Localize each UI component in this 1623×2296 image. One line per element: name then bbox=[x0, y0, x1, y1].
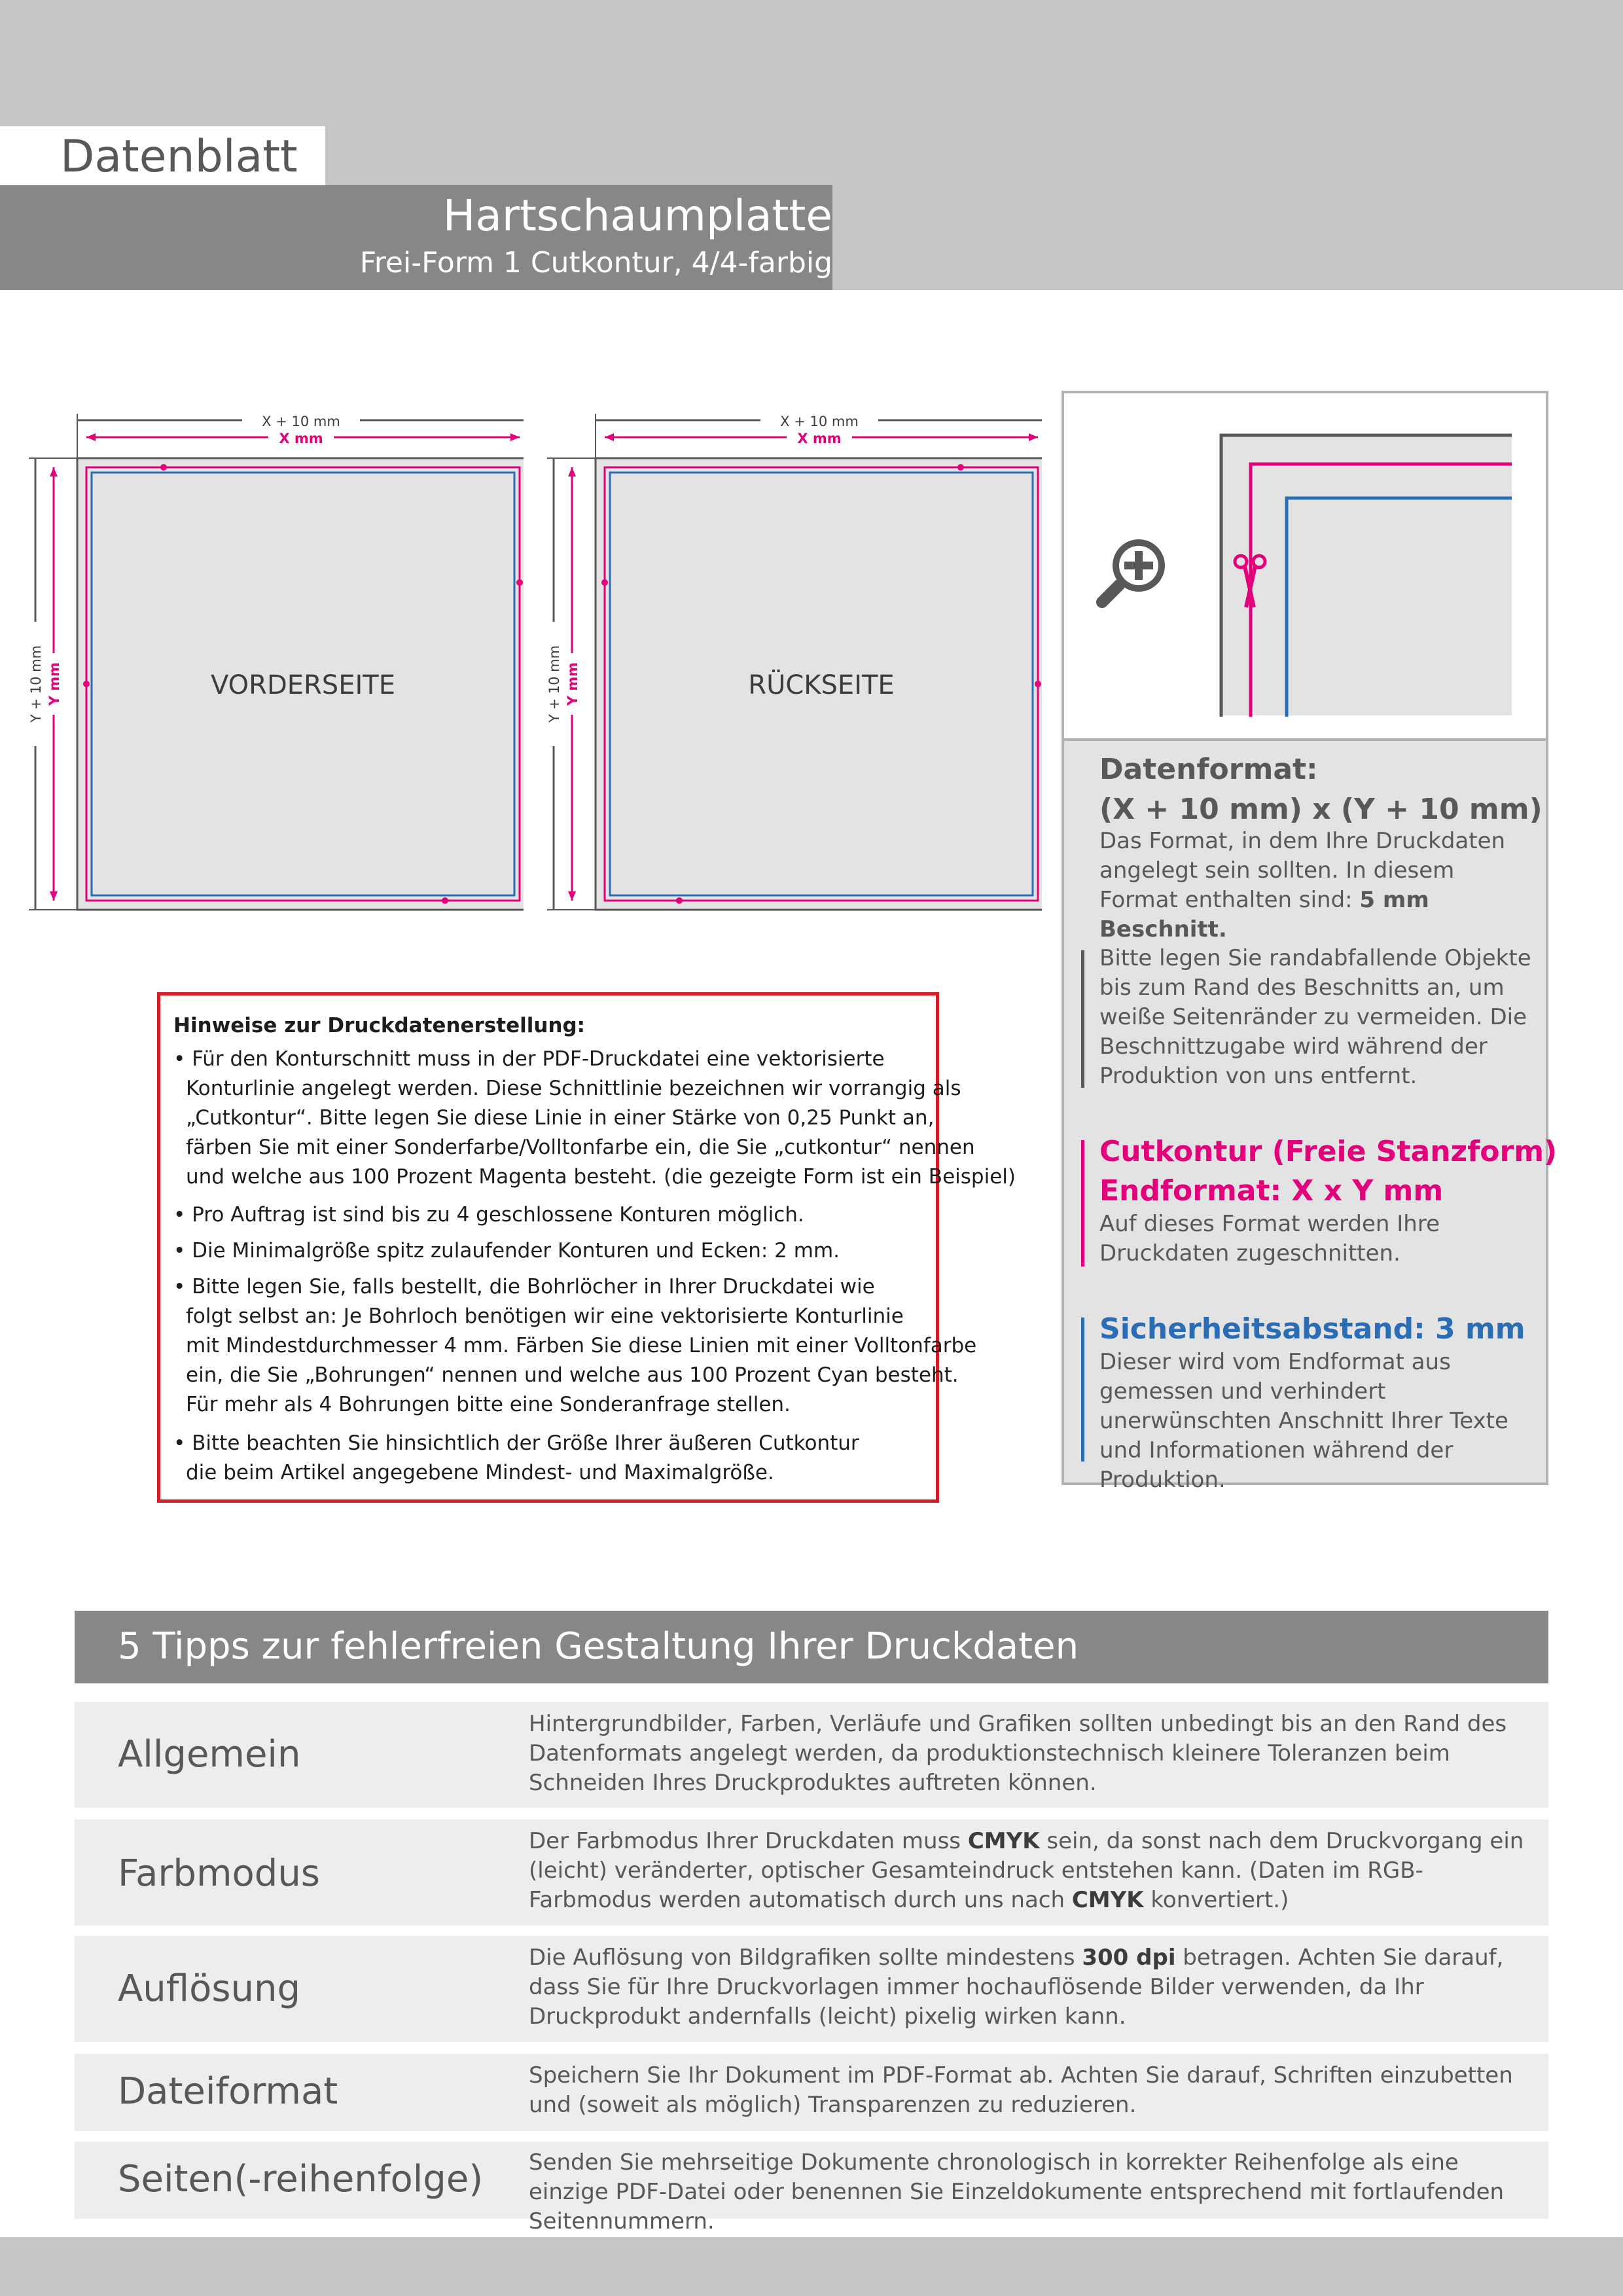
dim-y-inner bbox=[564, 467, 581, 901]
product-subtitle: Frei-Form 1 Cutkontur, 4/4-farbig bbox=[359, 246, 832, 279]
dim-x-inner bbox=[605, 429, 1038, 446]
tip-text-part: betragen. Achten Sie darauf, dass Sie für Ihre Druckvorlagen immer hochauflösende Bilder verwenden, da Ihr Druckprodukt andernfalls (leicht) pixelig wirken kann. bbox=[529, 1945, 1504, 2030]
back-side-diagram bbox=[544, 406, 1042, 942]
note-line: folgt selbst an: Je Bohrloch benötigen wir eine vektorisierte Konturlinie bbox=[186, 1304, 904, 1328]
tip-text-bold: 300 dpi bbox=[1082, 1945, 1176, 1971]
note-min-size bbox=[173, 1236, 926, 1266]
dim-y-inner-label: Y mm bbox=[46, 662, 62, 706]
datenformat-title: Datenformat: bbox=[1099, 753, 1318, 786]
footer-band bbox=[0, 2237, 1623, 2296]
print-notes-title: Hinweise zur Druckdatenerstellung: bbox=[173, 1014, 586, 1037]
dim-x-inner-label: X mm bbox=[797, 431, 842, 446]
note-contour bbox=[173, 1045, 1016, 1192]
note-line: „Cutkontur“. Bitte legen Sie diese Linie in einer Stärke von 0,25 Punkt an, bbox=[186, 1106, 935, 1130]
note-line: die beim Artikel angegebene Mindest- und Maximalgröße. bbox=[186, 1461, 774, 1484]
dim-x-inner bbox=[86, 429, 520, 446]
dim-y-inner bbox=[46, 467, 63, 901]
tip-text-part: Der Farbmodus Ihrer Druckdaten muss bbox=[529, 1828, 968, 1854]
tip-label-seiten: Seiten(-reihenfolge) bbox=[118, 2158, 484, 2200]
tip-text-bold: CMYK bbox=[967, 1828, 1040, 1854]
datenformat-size: (X + 10 mm) x (Y + 10 mm) bbox=[1099, 793, 1543, 826]
note-drill-holes bbox=[173, 1272, 977, 1420]
note-line: ein, die Sie „Bohrungen“ nennen und welche aus 100 Prozent Cyan besteht. bbox=[186, 1363, 959, 1387]
tip-label-aufloesung: Auflösung bbox=[118, 1967, 301, 2010]
dim-x-inner-label: X mm bbox=[279, 431, 323, 446]
note-line: Für mehr als 4 Bohrungen bitte eine Sonderanfrage stellen. bbox=[186, 1393, 791, 1416]
note-line: Konturlinie angelegt werden. Diese Schnittlinie bezeichnen wir vorrangig als bbox=[186, 1077, 961, 1100]
safety-title: Sicherheitsabstand: 3 mm bbox=[1099, 1312, 1525, 1346]
note-size-limits bbox=[173, 1429, 926, 1488]
tips-title: 5 Tipps zur fehlerfreien Gestaltung Ihrer Druckdaten bbox=[118, 1625, 1079, 1668]
note-line: mit Mindestdurchmesser 4 mm. Färben Sie diese Linien mit einer Volltonfarbe bbox=[186, 1334, 977, 1357]
front-side-label: VORDERSEITE bbox=[211, 670, 395, 700]
scissors-icon bbox=[1232, 548, 1268, 614]
tip-text-allgemein: Hintergrundbilder, Farben, Verläufe und Grafiken sollten unbedingt bis an den Rand des Datenformats angelegt werden, da produktionstechnisch kleinere Toleranzen beim Schneiden Ihres Druckproduktes auftreten können. bbox=[529, 1711, 1507, 1796]
tip-text-part: konvertiert.) bbox=[1143, 1887, 1289, 1913]
note-line: • Pro Auftrag ist sind bis zu 4 geschlossene Konturen möglich. bbox=[173, 1203, 804, 1227]
datenformat-text-bold: 5 mm Beschnitt. bbox=[1099, 887, 1429, 942]
note-line: • Bitte legen Sie, falls bestellt, die Bohrlöcher in Ihrer Druckdatei wie bbox=[173, 1275, 875, 1299]
note-line: und welche aus 100 Prozent Magenta besteht. (die gezeigte Form ist ein Beispiel) bbox=[186, 1165, 1016, 1189]
product-name: Hartschaumplatte bbox=[442, 190, 832, 241]
note-contour-count bbox=[173, 1200, 926, 1230]
endformat-title: Endformat: X x Y mm bbox=[1099, 1174, 1444, 1208]
dim-y-outer-label: Y + 10 mm bbox=[28, 645, 44, 723]
tip-text-bold: CMYK bbox=[1071, 1887, 1144, 1913]
cut-contour-title: Cutkontur (Freie Stanzform) bbox=[1099, 1135, 1558, 1168]
dim-y-inner-label: Y mm bbox=[565, 662, 580, 706]
dim-x-outer-label: X + 10 mm bbox=[780, 414, 859, 429]
datenformat-text bbox=[1099, 827, 1531, 944]
dim-y-outer-label: Y + 10 mm bbox=[546, 645, 562, 723]
tip-text-part: Die Auflösung von Bildgrafiken sollte mindestens bbox=[529, 1945, 1082, 1971]
tip-text-aufloesung bbox=[529, 1943, 1537, 2032]
cut-contour-text: Auf dieses Format werden Ihre Druckdaten zugeschnitten. bbox=[1099, 1211, 1440, 1266]
front-side-diagram bbox=[26, 406, 524, 942]
safety-rule bbox=[1081, 1318, 1084, 1462]
cut-rule bbox=[1081, 1140, 1084, 1266]
safety-text: Dieser wird vom Endformat aus gemessen und verhindert unerwünschten Anschnitt Ihrer Texte und Informationen während der Produktion. bbox=[1099, 1349, 1508, 1493]
bleed-note: Bitte legen Sie randabfallende Objekte bis zum Rand des Beschnitts an, um weiße Seitenränder zu vermeiden. Die Beschnittzugabe wird während der Produktion von uns entfernt. bbox=[1099, 945, 1531, 1089]
tip-text-part: sein, da sonst nach dem Druckvorgang ein (leicht) veränderter, optischer Gesamteindruck entstehen kann. (Daten im RGB-Farbmodus werden automatisch durch uns nach bbox=[529, 1828, 1524, 1913]
tip-label-farbmodus: Farbmodus bbox=[118, 1852, 320, 1895]
note-line: färben Sie mit einer Sonderfarbe/Volltonfarbe ein, die Sie „cutkontur“ nennen bbox=[186, 1136, 975, 1159]
bleed-note-rule bbox=[1081, 950, 1084, 1088]
datenformat-text-main: Das Format, in dem Ihre Druckdaten angelegt sein sollten. In diesem Format enthalten sind: bbox=[1099, 828, 1506, 913]
tip-text-dateiformat: Speichern Sie Ihr Dokument im PDF-Format ab. Achten Sie darauf, Schriften einzubetten und (soweit als möglich) Transparenzen zu reduzieren. bbox=[529, 2062, 1513, 2118]
back-side-label: RÜCKSEITE bbox=[748, 670, 895, 700]
tip-label-dateiformat: Dateiformat bbox=[118, 2070, 338, 2113]
note-line: • Bitte beachten Sie hinsichtlich der Größe Ihrer äußeren Cutkontur bbox=[173, 1431, 859, 1455]
dim-x-outer-label: X + 10 mm bbox=[262, 414, 340, 429]
zoom-in-icon bbox=[1092, 531, 1174, 614]
note-line: • Für den Konturschnitt muss in der PDF-Druckdatei eine vektorisierte bbox=[173, 1047, 885, 1071]
note-line: • Die Minimalgröße spitz zulaufender Konturen und Ecken: 2 mm. bbox=[173, 1239, 840, 1263]
tip-text-seiten: Senden Sie mehrseitige Dokumente chronologisch in korrekter Reihenfolge als eine einzige PDF-Datei oder benennen Sie Einzeldokumente entsprechend mit fortlaufenden Seitennummern. bbox=[529, 2149, 1505, 2234]
doc-title: Datenblatt bbox=[60, 131, 298, 183]
tip-label-allgemein: Allgemein bbox=[118, 1733, 301, 1776]
tip-text-farbmodus bbox=[529, 1827, 1537, 1915]
